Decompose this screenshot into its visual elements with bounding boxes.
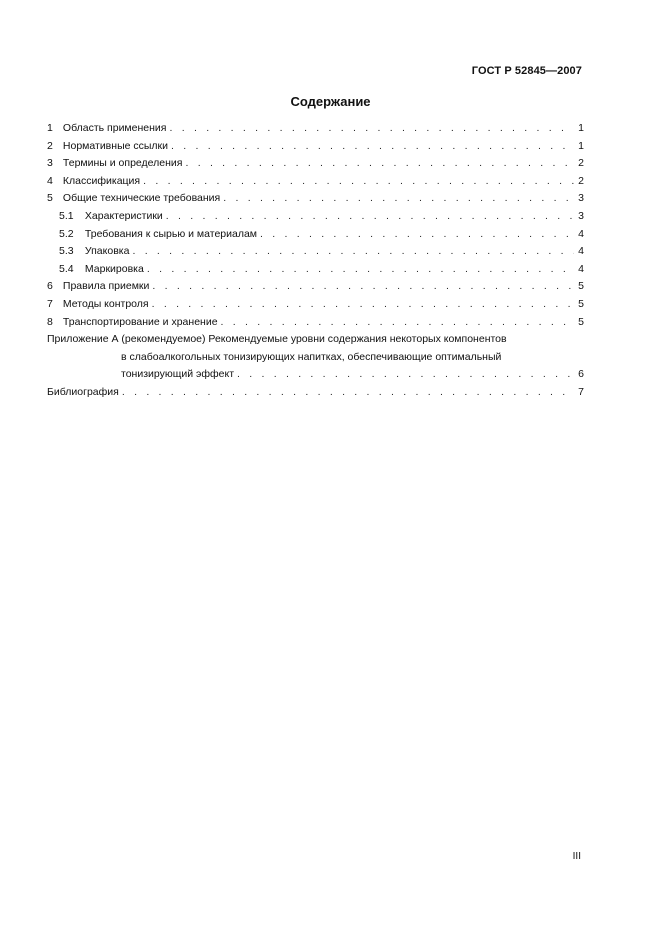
toc-entry-number: 8 (47, 315, 53, 328)
toc-entry-page: 1 (578, 139, 584, 152)
toc-entry-6[interactable] (47, 278, 584, 296)
toc-entry-3[interactable] (47, 155, 584, 173)
dot-leader (237, 366, 574, 384)
toc-entry-label: Библиография (47, 385, 119, 398)
toc-entry-5-1[interactable] (47, 208, 584, 226)
toc-entry-page: 4 (578, 227, 584, 240)
toc-entry-page: 4 (578, 262, 584, 275)
toc-entry-page: 3 (578, 192, 584, 205)
toc-entry-number: 5.4 (59, 262, 74, 275)
table-of-contents (47, 120, 584, 402)
toc-entry-label: Упаковка (84, 245, 130, 258)
appendix-title-line: в слабоалкогольных тонизирующих напитках, обеспечивающие оптимальный (121, 350, 502, 363)
dot-leader (185, 155, 574, 173)
toc-entry-label: Правила приемки (62, 280, 150, 293)
dot-leader (122, 384, 574, 402)
toc-entry-label: Транспортирование и хранение (62, 315, 218, 328)
toc-entry-number: 2 (47, 139, 53, 152)
toc-entry-4[interactable] (47, 173, 584, 191)
toc-entry-page: 5 (578, 315, 584, 328)
toc-entry-2[interactable] (47, 138, 584, 156)
toc-entry-bibliography[interactable] (47, 384, 584, 402)
toc-entry-1[interactable] (47, 120, 584, 138)
toc-title: Содержание (290, 94, 371, 109)
toc-entry-label: Характеристики (84, 209, 163, 222)
dot-leader (260, 226, 574, 244)
appendix-title-line: тонизирующий эффект (121, 368, 235, 381)
document-code: ГОСТ Р 52845—2007 (471, 65, 582, 77)
toc-entry-7[interactable] (47, 296, 584, 314)
toc-entry-page: 6 (578, 368, 584, 381)
toc-entry-page: 2 (578, 157, 584, 170)
dot-leader (152, 278, 574, 296)
toc-entry-appendix-a[interactable] (47, 331, 584, 384)
toc-entry-number: 5.2 (59, 227, 74, 240)
toc-entry-label: Требования к сырью и материалам (84, 227, 258, 240)
toc-entry-number: 6 (47, 280, 53, 293)
page-number: III (572, 851, 581, 862)
toc-entry-page: 7 (578, 385, 584, 398)
toc-entry-number: 7 (47, 297, 53, 310)
toc-entry-page: 5 (578, 280, 584, 293)
toc-entry-number: 1 (47, 122, 53, 134)
toc-entry-number: 5.1 (59, 209, 74, 222)
dot-leader (169, 120, 574, 138)
toc-entry-label: Нормативные ссылки (62, 139, 168, 152)
toc-entry-label: Маркировка (84, 262, 144, 275)
toc-entry-5-2[interactable] (47, 226, 584, 244)
dot-leader (147, 261, 574, 279)
toc-entry-page: 4 (578, 245, 584, 258)
toc-entry-label: Классификация (62, 174, 141, 187)
toc-entry-5-4[interactable] (47, 261, 584, 279)
dot-leader (166, 208, 574, 226)
toc-entry-8[interactable] (47, 314, 584, 332)
dot-leader (221, 314, 574, 332)
toc-entry-label: Общие технические требования (62, 192, 221, 205)
toc-entry-label: Область применения (62, 122, 167, 134)
dot-leader (143, 173, 574, 191)
toc-entry-page: 5 (578, 297, 584, 310)
toc-entry-5[interactable] (47, 190, 584, 208)
dot-leader (132, 243, 574, 261)
toc-entry-number: 4 (47, 174, 53, 187)
appendix-title-line: Приложение А (рекомендуемое) Рекомендуемые уровни содержания некоторых компонентов (47, 333, 507, 346)
toc-entry-page: 1 (578, 122, 584, 134)
toc-entry-number: 5 (47, 192, 53, 205)
toc-entry-5-3[interactable] (47, 243, 584, 261)
toc-entry-page: 2 (578, 174, 584, 187)
toc-entry-label: Термины и определения (62, 157, 183, 170)
toc-entry-label: Методы контроля (62, 297, 149, 310)
dot-leader (223, 190, 574, 208)
toc-entry-number: 5.3 (59, 245, 74, 258)
dot-leader (171, 138, 574, 156)
toc-entry-number: 3 (47, 157, 53, 170)
dot-leader (152, 296, 574, 314)
toc-entry-page: 3 (578, 209, 584, 222)
